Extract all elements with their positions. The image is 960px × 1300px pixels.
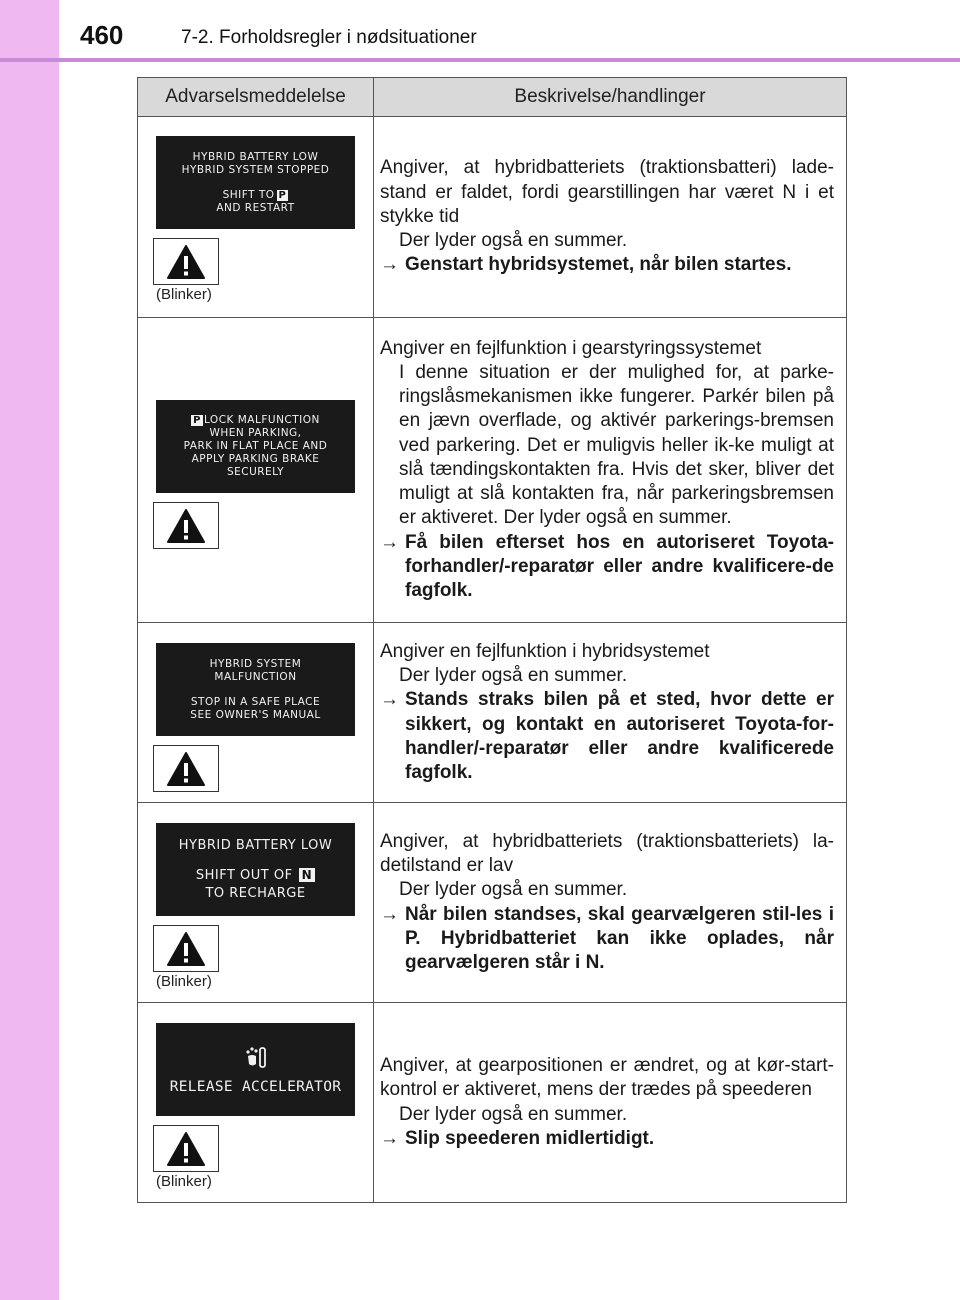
- table-header-row: [138, 78, 847, 117]
- display-line: SHIFT OUT OF N: [196, 867, 315, 885]
- message-cell: [138, 1003, 374, 1203]
- action-line: → Genstart hybridsystemet, når bilen startes.: [380, 253, 834, 277]
- display-line: P LOCK MALFUNCTION: [193, 414, 320, 426]
- display-line: APPLY PARKING BRAKE: [191, 453, 320, 465]
- description-note: I denne situation er der mulighed for, at parke-ringslåsmekanismen ikke fungerer. Parkér bilen på en jævn overflade, og aktivér parkerings-bremsen ved parkering. Det er muligvis heller ik-ke muligt at slå tændingskontakten fra. Hvis det sker, bliver det muligt at slå kontakten fra, når parkeringsbremsen er aktiveret. Der lyder også en summer.: [399, 362, 834, 529]
- blink-label: (Blinker): [156, 1173, 212, 1190]
- arrow-icon: →: [380, 689, 399, 711]
- column-header-message: Advarselsmeddelelse: [138, 78, 374, 117]
- description-text: Angiver, at hybridbatteriets (traktionsbatteri) lade-stand er faldet, fordi gearstillingen har været N i et stykke tid: [380, 157, 834, 227]
- display-line: SECURELY: [226, 466, 285, 478]
- gear-p-indicator: P: [193, 415, 201, 426]
- description-note: Der lyder også en summer.: [399, 1103, 628, 1125]
- display-line: MALFUNCTION: [214, 670, 297, 683]
- description-text: Angiver, at hybridbatteriets (traktionsbatteriets) la-detilstand er lav: [380, 830, 834, 877]
- warning-triangle-icon: [153, 925, 219, 972]
- display-line: AND RESTART: [216, 201, 295, 214]
- description-note: Der lyder også en summer.: [399, 230, 628, 252]
- description-cell: [374, 1003, 847, 1203]
- table-row: [138, 1003, 847, 1203]
- table-row: [138, 623, 847, 803]
- display-line: WHEN PARKING,: [209, 427, 302, 439]
- message-cell: [138, 803, 374, 1003]
- arrow-icon: →: [380, 254, 399, 276]
- action-line: → Stands straks bilen på et sted, hvor dette er sikkert, og kontakt en autoriseret Toyota-for-handler/-reparatør eller andre kvalificerede fagfolk.: [380, 688, 834, 785]
- display-line: RELEASE ACCELERATOR: [169, 1079, 342, 1095]
- description-cell: [374, 803, 847, 1003]
- warning-triangle-icon: [153, 745, 219, 792]
- description-cell: [374, 318, 847, 623]
- message-cell: [138, 117, 374, 318]
- table-row: [138, 318, 847, 623]
- display-line: SEE OWNER'S MANUAL: [190, 708, 321, 721]
- header-divider: [0, 58, 960, 62]
- display-line: SHIFT TO P: [222, 188, 287, 201]
- message-cell: [138, 318, 374, 623]
- accelerator-pedal-icon: [243, 1045, 269, 1071]
- blink-label: (Blinker): [156, 973, 212, 990]
- display-line: HYBRID SYSTEM: [209, 657, 302, 670]
- arrow-icon: →: [380, 903, 399, 925]
- description-note: Der lyder også en summer.: [399, 665, 628, 687]
- column-header-description: Beskrivelse/handlinger: [374, 78, 847, 117]
- side-color-band: [0, 0, 59, 1300]
- message-cell: [138, 623, 374, 803]
- display-line: HYBRID SYSTEM STOPPED: [181, 163, 330, 176]
- description-text: Angiver en fejlfunktion i hybridsystemet: [380, 640, 710, 662]
- warning-messages-table: [137, 77, 847, 1203]
- warning-triangle-icon: [153, 502, 219, 549]
- arrow-icon: →: [380, 531, 399, 553]
- gear-p-indicator: P: [278, 189, 287, 201]
- table-row: [138, 117, 847, 318]
- display-line: TO RECHARGE: [205, 885, 306, 901]
- page-number: 460: [80, 20, 124, 50]
- dashboard-display: [156, 400, 355, 493]
- description-text: Angiver en fejlfunktion i gearstyringssystemet: [380, 337, 762, 359]
- section-title: 7-2. Forholdsregler i nødsituationer: [181, 27, 477, 48]
- warning-triangle-icon: [153, 238, 219, 285]
- description-text: Angiver, at gearpositionen er ændret, og at kør-start-kontrol er aktiveret, mens der trædes på speederen: [380, 1055, 834, 1101]
- action-line: → Slip speederen midlertidigt.: [380, 1127, 834, 1151]
- display-line: PARK IN FLAT PLACE AND: [183, 440, 328, 452]
- display-line: HYBRID BATTERY LOW: [178, 837, 333, 853]
- arrow-icon: →: [380, 1127, 399, 1149]
- dashboard-display: [156, 823, 355, 916]
- table-row: [138, 803, 847, 1003]
- action-line: → Få bilen efterset hos en autoriseret Toyota-forhandler/-reparatør eller andre kvalificere-de fagfolk.: [380, 531, 834, 604]
- description-cell: [374, 623, 847, 803]
- dashboard-display: [156, 643, 355, 736]
- action-line: → Når bilen standses, skal gearvælgeren stil-les i P. Hybridbatteriet kan ikke oplades, når gearvælgeren står i N.: [380, 903, 834, 976]
- description-cell: [374, 117, 847, 318]
- display-line: STOP IN A SAFE PLACE: [190, 695, 321, 708]
- warning-triangle-icon: [153, 1125, 219, 1172]
- display-line: HYBRID BATTERY LOW: [192, 150, 319, 163]
- dashboard-display: [156, 136, 355, 229]
- description-note: Der lyder også en summer.: [399, 879, 628, 901]
- gear-n-indicator: N: [299, 868, 316, 882]
- blink-label: (Blinker): [156, 286, 212, 303]
- dashboard-display: [156, 1023, 355, 1116]
